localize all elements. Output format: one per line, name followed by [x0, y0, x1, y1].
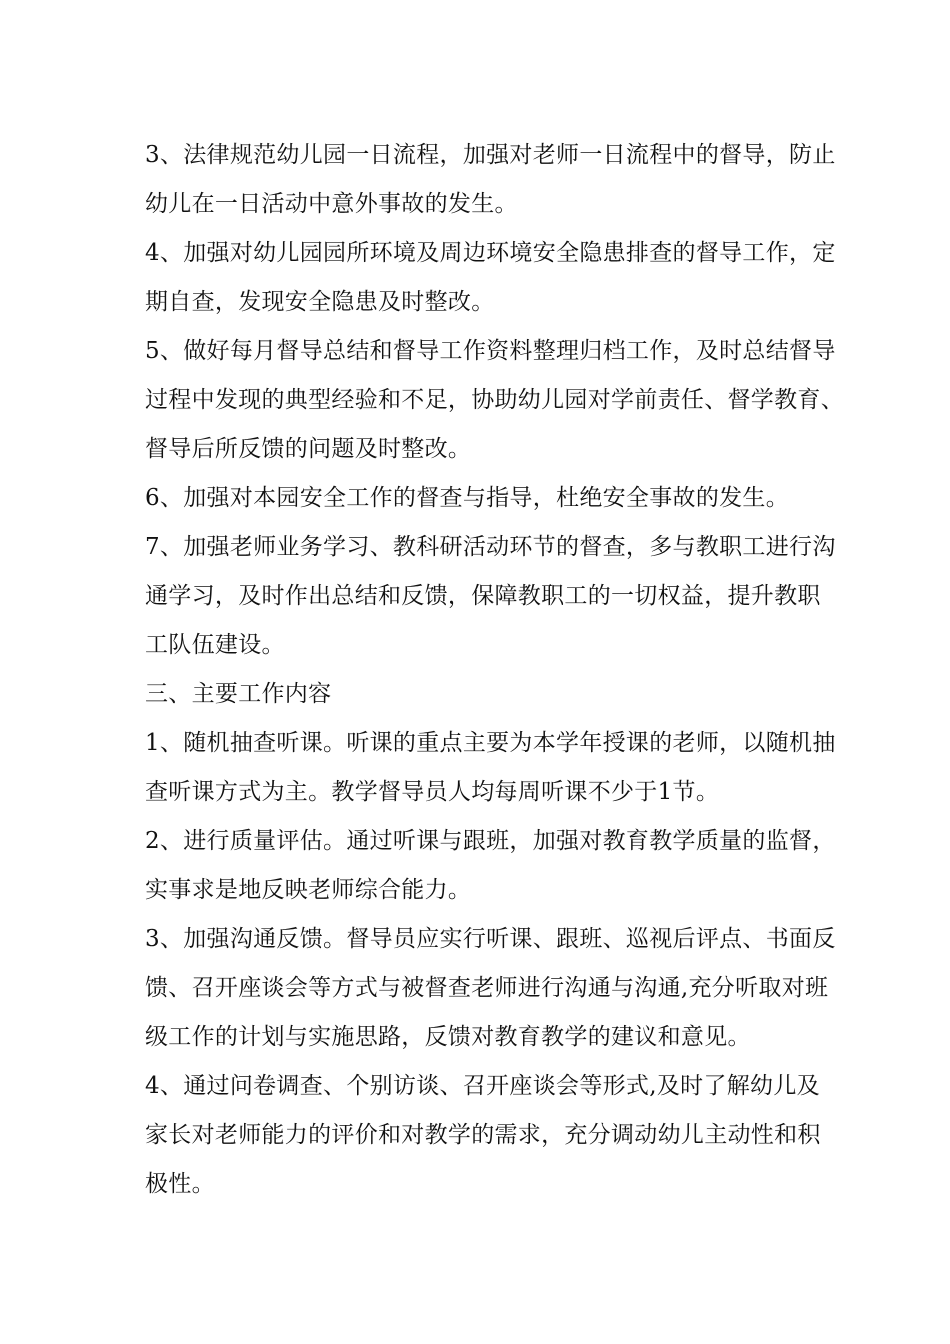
text-line: 查听课方式为主。教学督导员人均每周听课不少于1节。 — [145, 779, 720, 805]
text-line: 极性。 — [145, 1171, 215, 1197]
text-line: 馈、召开座谈会等方式与被督查老师进行沟通与沟通,充分听取对班 — [145, 975, 829, 1001]
text-line: 督导后所反馈的问题及时整改。 — [145, 436, 472, 462]
section-heading: 三、主要工作内容 — [145, 681, 332, 707]
document-body — [145, 131, 844, 1209]
text-line: 过程中发现的典型经验和不足，协助幼儿园对学前责任、督学教育、 — [145, 387, 844, 413]
text-line: 工队伍建设。 — [145, 632, 285, 658]
text-line: 5、做好每月督导总结和督导工作资料整理归档工作，及时总结督导 — [145, 338, 836, 364]
text-line: 3、法律规范幼儿园一日流程，加强对老师一日流程中的督导，防止 — [145, 142, 836, 168]
text-line: 通学习，及时作出总结和反馈，保障教职工的一切权益，提升教职 — [145, 583, 821, 609]
text-line: 期自查，发现安全隐患及时整改。 — [145, 289, 495, 315]
text-line: 2、进行质量评估。通过听课与跟班，加强对教育教学质量的监督， — [145, 828, 836, 854]
text-line: 6、加强对本园安全工作的督查与指导，杜绝安全事故的发生。 — [145, 485, 790, 511]
text-line: 家长对老师能力的评价和对教学的需求，充分调动幼儿主动性和积 — [145, 1122, 821, 1148]
text-line: 级工作的计划与实施思路，反馈对教育教学的建议和意见。 — [145, 1024, 751, 1050]
text-line: 3、加强沟通反馈。督导员应实行听课、跟班、巡视后评点、书面反 — [145, 926, 836, 952]
text-line: 幼儿在一日活动中意外事故的发生。 — [145, 191, 518, 217]
text-line: 1、随机抽查听课。听课的重点主要为本学年授课的老师，以随机抽 — [145, 730, 836, 756]
text-line: 4、加强对幼儿园园所环境及周边环境安全隐患排查的督导工作，定 — [145, 240, 836, 266]
text-line: 4、通过问卷调查、个别访谈、召开座谈会等形式,及时了解幼儿及 — [145, 1073, 820, 1099]
text-line: 7、加强老师业务学习、教科研活动环节的督查，多与教职工进行沟 — [145, 534, 836, 560]
text-line: 实事求是地反映老师综合能力。 — [145, 877, 472, 903]
